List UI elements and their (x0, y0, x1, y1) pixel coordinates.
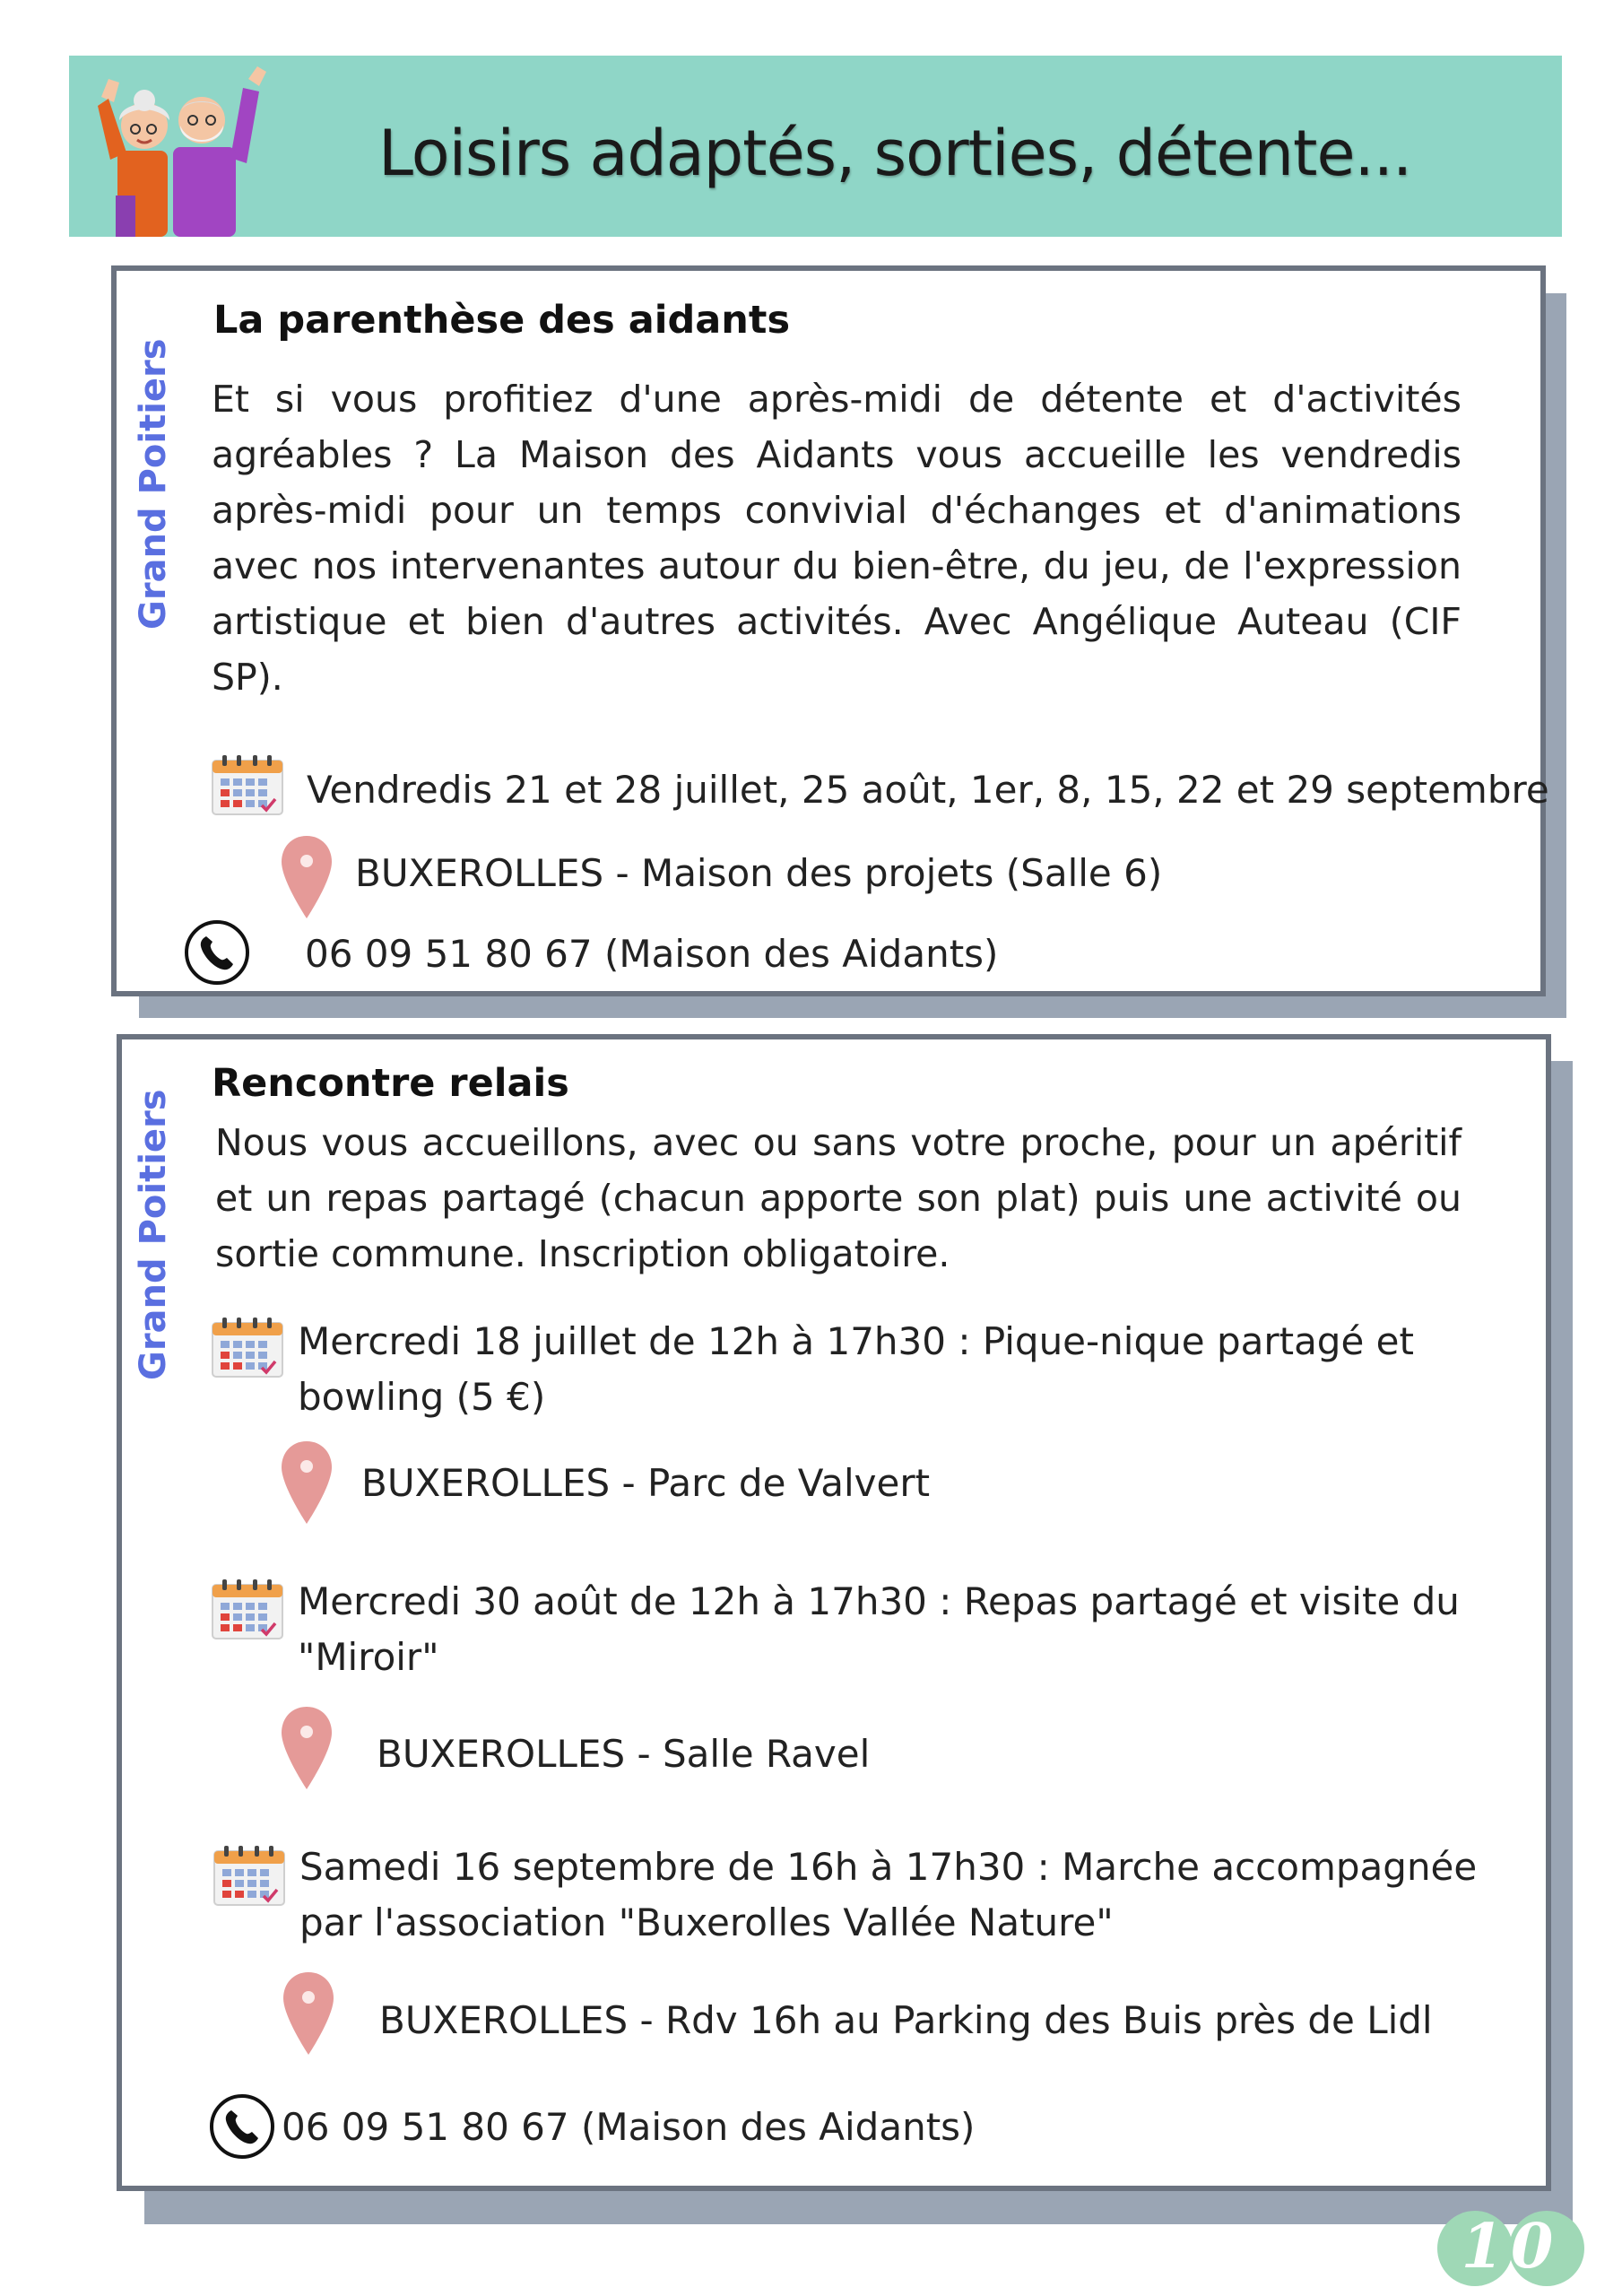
calendar-icon (210, 1316, 285, 1378)
event3-location: BUXEROLLES - Rdv 16h au Parking des Buis près de Lidl (379, 1998, 1433, 2042)
card1-title: La parenthèse des aidants (213, 298, 791, 343)
calendar-icon (210, 753, 285, 816)
event1-location: BUXEROLLES - Parc de Valvert (361, 1461, 931, 1505)
event1-date: Mercredi 18 juillet de 12h à 17h30 : Pique-nique partagé et bowling (5 €) (298, 1319, 1414, 1419)
seniors-illustration (85, 61, 273, 237)
location-pin-icon (280, 1439, 334, 1526)
card1-description: Et si vous profitiez d'une après-midi de détente et d'activités agréables ? La Maison des Aidants vous accueille les vendredis après-midi pour un temps convivial d'échanges et d'animations avec nos intervenantes autour du bien-être, du jeu, de l'expression artistique et bien d'autres activités. Avec Angélique Auteau (CIF SP). (212, 378, 1462, 699)
card-parenthese-des-aidants (111, 265, 1549, 996)
event2-location: BUXEROLLES - Salle Ravel (377, 1732, 871, 1776)
card1-date: Vendredis 21 et 28 juillet, 25 août, 1er, 8, 15, 22 et 29 septembre (307, 768, 1549, 812)
location-pin-icon (280, 1705, 334, 1791)
card1-phone: 06 09 51 80 67 (Maison des Aidants) (305, 932, 999, 976)
card-rencontre-relais (117, 1034, 1551, 2191)
calendar-icon (212, 1844, 287, 1907)
calendar-icon (210, 1578, 285, 1640)
card2-side-label: Grand Poitiers (133, 1089, 174, 1380)
event2-date: Mercredi 30 août de 12h à 17h30 : Repas partagé et visite du "Miroir" (298, 1579, 1460, 1679)
card2-description: Nous vous accueillons, avec ou sans votre proche, pour un apéritif et un repas partagé (chacun apporte son plat) puis une activité ou sortie commune. Inscription obligatoire. (215, 1121, 1462, 1275)
phone-icon (208, 2092, 276, 2161)
page-title: Loisirs adaptés, sorties, détente... (378, 117, 1412, 190)
card1-location: BUXEROLLES - Maison des projets (Salle 6) (355, 851, 1163, 895)
page-number: 10 (1461, 2211, 1561, 2283)
card2-title: Rencontre relais (212, 1061, 569, 1106)
card2-phone: 06 09 51 80 67 (Maison des Aidants) (282, 2105, 976, 2149)
card1-side-label: Grand Poitiers (133, 338, 174, 630)
event3-date: Samedi 16 septembre de 16h à 17h30 : Marche accompagnée par l'association "Buxerolles Vallée Nature" (299, 1845, 1478, 1944)
header-banner (69, 56, 1562, 237)
location-pin-icon (282, 1970, 335, 2057)
phone-icon (183, 918, 251, 987)
page-number-badge (1435, 2208, 1587, 2289)
location-pin-icon (280, 834, 334, 920)
